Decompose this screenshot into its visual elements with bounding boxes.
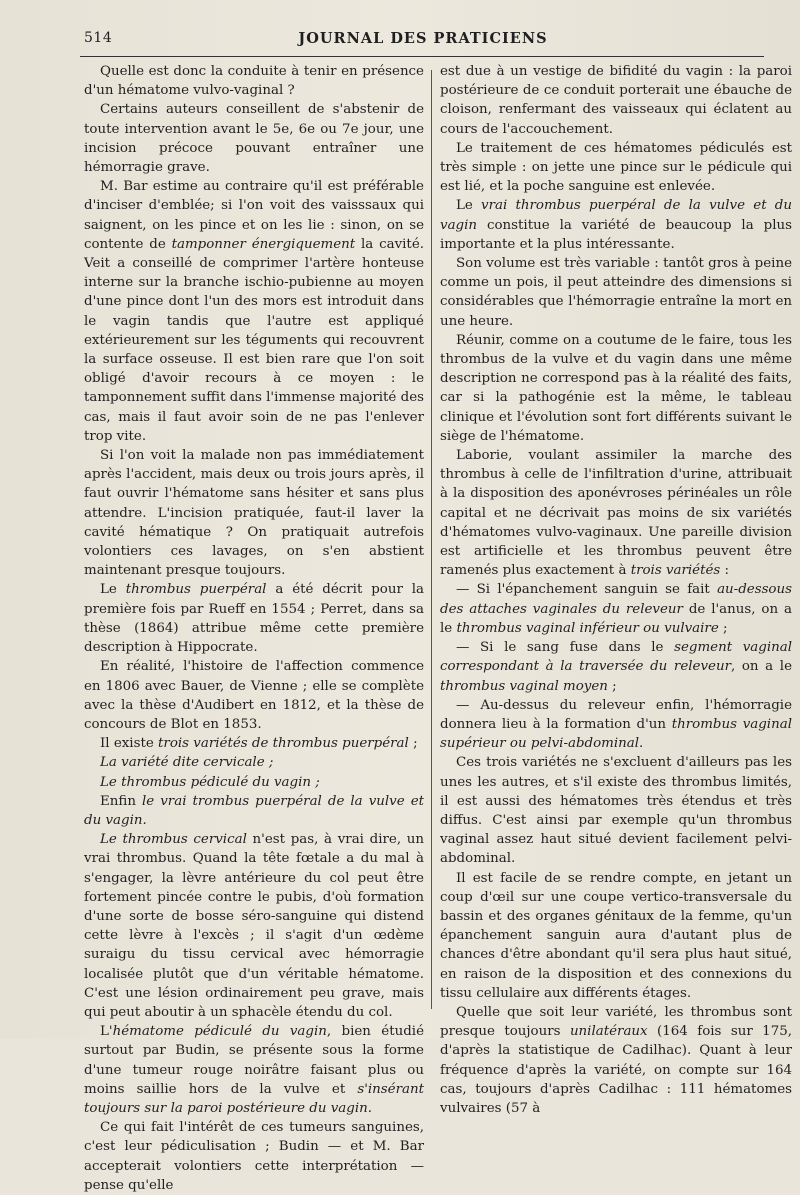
list-item: — Si le sang fuse dans le segment vaginal correspondant à la traversée du releveur, on a le thrombus vaginal moyen ; bbox=[440, 640, 793, 694]
list-item: — Au-dessus du releveur enfin, l'hémorragie donnera lieu à la formation d'un thrombus vaginal supérieur ou pelvi-abdominal. bbox=[440, 697, 792, 752]
paragraph: M. Bar estime au contraire qu'il est préférable d'inciser d'emblée; si l'on voit des vaisssaux qui saignent, on les pince et on les lie : sinon, on se contente de tamponner énergiquement la cavité. Veit a conseillé de comprimer l'artère honteuse interne sur la branche ischio-pubienne au moyen d'une pince dont l'un des mors est introduit dans le vagin tandis que l'autre est appliqué extérieurement sur les téguments qui recouvrent la surface osseuse. Il est bien rare que l'on soit obligé d'avoir recours à ce moyen : le tamponnement suffit dans l'immense majorité des cas, mais il faut avoir soin de ne pas l'enlever trop vite. bbox=[84, 179, 424, 444]
paragraph: Quelle que soit leur variété, les thrombus sont presque toujours unilatéraux (164 fois sur 175, d'après la statistique de Cadilhac). Quant à leur fréquence d'après la variété, on compte sur 164 cas, toujours d'après Cadilhac : 111 hématomes vulvaires (57 à bbox=[440, 1004, 792, 1116]
list-item: — Si l'épanchement sanguin se fait au-dessous des attaches vaginales du releveur de l'anus, on a le thrombus vaginal inférieur ou vulvaire ; bbox=[440, 582, 792, 636]
header-rule bbox=[80, 56, 764, 57]
paragraph: Le thrombus puerpéral a été décrit pour la première fois par Rueff en 1554 ; Perret, dans sa thèse (1864) attribue même cette première description à Hippocrate. bbox=[84, 582, 425, 656]
paragraph: Certains auteurs conseillent de s'abstenir de toute intervention avant le 5e, 6e ou 7e jour, une incision précoce pouvant entraîner une hémorragie grave. bbox=[84, 102, 424, 176]
paragraph: Quelle est donc la conduite à tenir en présence d'un hématome vulvo-vaginal ? bbox=[84, 64, 424, 99]
journal-title: JOURNAL DES PRATICIENS bbox=[298, 30, 548, 47]
paragraph: Il existe trois variétés de thrombus puerpéral ; bbox=[100, 736, 418, 752]
column-divider bbox=[431, 70, 432, 1009]
right-column bbox=[440, 62, 792, 1118]
list-item: La variété dite cervicale ; bbox=[100, 755, 274, 771]
page-header bbox=[84, 30, 762, 54]
paragraph: Ce qui fait l'intérêt de ces tumeurs sanguines, c'est leur pédiculisation ; Budin — et M. Bar accepterait volontiers cette interprétation — pense qu'elle bbox=[84, 1120, 424, 1193]
page-number: 514 bbox=[84, 30, 113, 46]
left-column bbox=[84, 62, 424, 1195]
paragraph: L'hématome pédiculé du vagin, bien étudié surtout par Budin, se présente sous la forme d'une tumeur rouge noirâtre faisant plus ou moins saillie hors de la vulve et s'insérant toujours sur la paroi postérieure du vagin. bbox=[84, 1024, 424, 1116]
paragraph: Réunir, comme on a coutume de le faire, tous les thrombus de la vulve et du vagin dans une même description ne correspond pas à la réalité des faits, car si la pathogénie est la même, le tableau clinique et l'évolution sont fort différents suivant le siège de l'hématome. bbox=[440, 332, 792, 444]
paragraph: Le thrombus cervical n'est pas, à vrai dire, un vrai thrombus. Quand la tête fœtale a du mal à s'engager, la lèvre antérieure du col peut être fortement pincée contre le pubis, d'où formation d'une sorte de bosse séro-sanguine qui distend cette lèvre à l'excès ; il s'agit d'un œdème suraigu du tissu cervical avec hémorragie localisée plutôt que d'un véritable hématome. C'est une lésion ordinairement peu grave, mais qui peut aboutir à un sphacèle étendu du col. bbox=[84, 832, 424, 1020]
paragraph: Laborie, voulant assimiler la marche des thrombus à celle de l'infiltration d'urine, attribuait à la disposition des aponévroses périnéales un rôle capital et ne décrivait pas moins de six variétés d'hématomes vulvo-vaginaux. Une pareille division est artificielle et les thrombus peuvent être ramenés plus exactement à trois variétés : bbox=[440, 448, 792, 579]
paragraph: Le traitement de ces hématomes pédiculés est très simple : on jette une pince sur le pédicule qui est lié, et la poche sanguine est enlevée. bbox=[440, 140, 792, 195]
list-item: Le thrombus pédiculé du vagin ; bbox=[100, 774, 320, 790]
paragraph: Ces trois variétés ne s'excluent d'ailleurs pas les unes les autres, et s'il existe des thrombus limités, il est aussi des hématomes très étendus et très diffus. C'est ainsi par exemple qu'un thrombus vaginal assez haut situé devient facilement pelvi-abdominal. bbox=[440, 755, 792, 867]
paragraph: En réalité, l'histoire de l'affection commence en 1806 avec Bauer, de Vienne ; elle se complète avec la thèse d'Audibert en 1812, et la thèse de concours de Blot en 1853. bbox=[84, 659, 424, 732]
list-item: Enfin le vrai trombus puerpéral de la vulve et du vagin. bbox=[84, 793, 424, 828]
paragraph: est due à un vestige de bifidité du vagin : la paroi postérieure de ce conduit porterait une ébauche de cloison, renfermant des vaisseaux qui éclatent au cours de l'accouchement. bbox=[440, 64, 792, 137]
paragraph: Son volume est très variable : tantôt gros à peine comme un pois, il peut atteindre des dimensions si considérables que l'hémorragie entraîne la mort en une heure. bbox=[440, 256, 792, 329]
paragraph: Il est facile de se rendre compte, en jetant un coup d'œil sur une coupe vertico-transversale du bassin et des organes génitaux de la femme, qu'un épanchement sanguin aura d'autant plus de chances d'être abondant qu'il sera plus haut situé, en raison de la disposition et des connexions du tissu cellulaire aux différents étages. bbox=[440, 870, 792, 1001]
paragraph: Le vrai thrombus puerpéral de la vulve et du vagin constitue la variété de beaucoup la plus importante et la plus intéressante. bbox=[440, 198, 792, 252]
paragraph: Si l'on voit la malade non pas immédiatement après l'accident, mais deux ou trois jours après, il faut ouvrir l'hématome sans hésiter et sans plus attendre. L'incision pratiquée, faut-il laver la cavité hématique ? On pratiquait autrefois volontiers ces lavages, on s'en abstient maintenant presque toujours. bbox=[84, 448, 424, 579]
